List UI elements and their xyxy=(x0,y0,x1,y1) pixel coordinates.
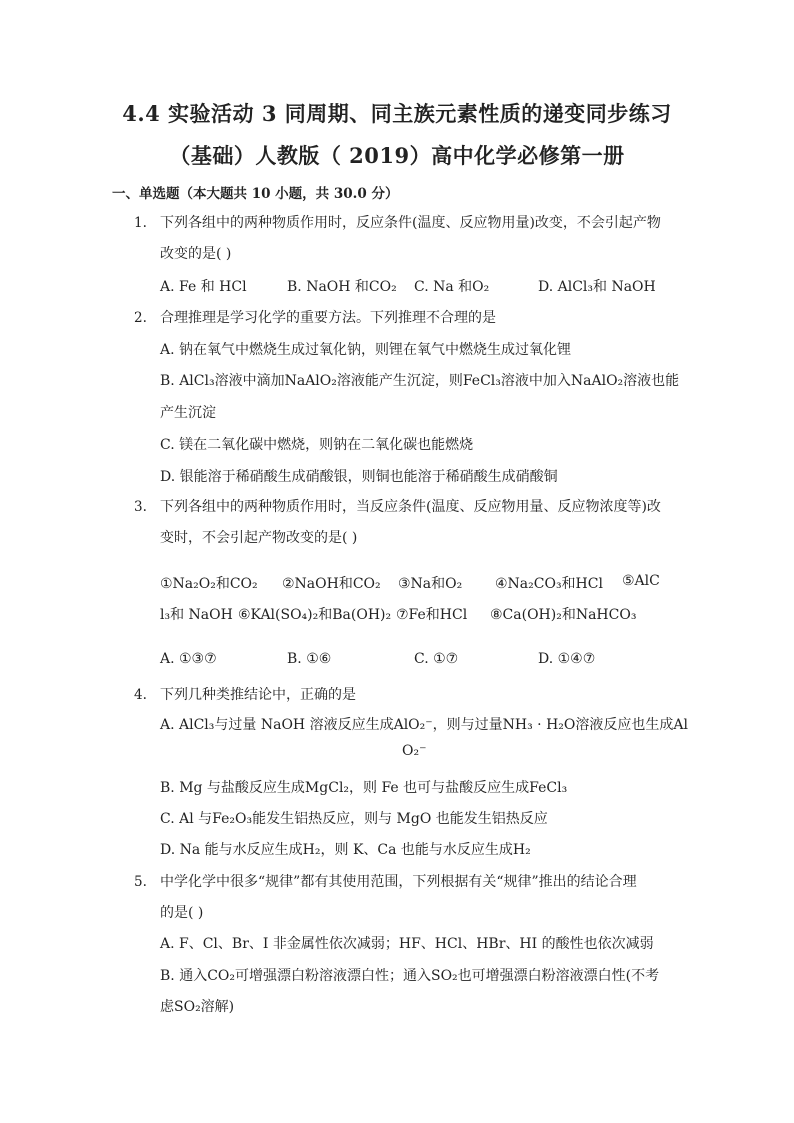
question-text: 中学化学中很多“规律”都有其使用范围，下列根据有关“规律”推出的结论合理 xyxy=(160,874,637,890)
option-c: C. 镁在二氧化碳中燃烧，则钠在二氧化碳也能燃烧 xyxy=(160,437,474,453)
option-a: A. ①③⑦ xyxy=(160,651,217,667)
item-7: ⑦Fe和HCl xyxy=(396,607,468,623)
item-2: ②NaOH和CO₂ xyxy=(282,576,381,592)
question-number: 1. xyxy=(134,215,147,231)
question-number: 4. xyxy=(134,687,147,703)
option-c: C. ①⑦ xyxy=(414,651,459,667)
item-5: ⑤AlC xyxy=(622,573,660,589)
question-text: 下列各组中的两种物质作用时，当反应条件(温度、反应物用量、反应物浓度等)改 xyxy=(160,499,661,515)
item-3: ③Na和O₂ xyxy=(398,576,463,592)
item-4: ④Na₂CO₃和HCl xyxy=(495,576,603,592)
option-a: A. F、Cl、Br、I 非金属性依次减弱；HF、HCl、HBr、HI 的酸性也依次减弱 xyxy=(160,936,654,952)
option-a: A. Fe 和 HCl xyxy=(160,279,247,295)
question-text: 下列各组中的两种物质作用时，反应条件(温度、反应物用量)改变，不会引起产物 xyxy=(160,215,661,231)
option-d: D. AlCl₃和 NaOH xyxy=(538,279,656,295)
option-c: C. Na 和O₂ xyxy=(414,279,490,295)
option-b: B. Mg 与盐酸反应生成MgCl₂，则 Fe 也可与盐酸反应生成FeCl₃ xyxy=(160,780,568,796)
option-a-continued: O₂⁻ xyxy=(402,743,427,759)
option-b-continued: 虑SO₂溶解) xyxy=(160,999,235,1015)
question-text: 合理推理是学习化学的重要方法。下列推理不合理的是 xyxy=(160,310,496,326)
document-title-line1: 4.4 实验活动 3 同周期、同主族元素性质的递变同步练习 xyxy=(122,101,672,126)
option-d: D. 银能溶于稀硝酸生成硝酸银，则铜也能溶于稀硝酸生成硝酸铜 xyxy=(160,469,558,485)
question-number: 5. xyxy=(134,874,147,890)
item-8: ⑧Ca(OH)₂和NaHCO₃ xyxy=(490,607,637,623)
section-heading: 一、单选题（本大题共 10 小题，共 30.0 分） xyxy=(112,186,399,202)
question-text: 改变的是( ) xyxy=(160,246,232,262)
option-b-continued: 产生沉淀 xyxy=(160,405,216,421)
option-b: B. ①⑥ xyxy=(287,651,332,667)
question-text: 变时，不会引起产物改变的是( ) xyxy=(160,530,358,546)
question-text: 的是( ) xyxy=(160,905,204,921)
item-6: ⑥KAl(SO₄)₂和Ba(OH)₂ xyxy=(238,607,392,623)
question-text: 下列几种类推结论中，正确的是 xyxy=(160,687,356,703)
option-b: B. NaOH 和CO₂ xyxy=(287,279,397,295)
option-a: A. AlCl₃与过量 NaOH 溶液反应生成AlO₂⁻，则与过量NH₃ · H₂O溶液反应也生成Al xyxy=(160,717,688,733)
item-1: ①Na₂O₂和CO₂ xyxy=(160,576,258,592)
option-c: C. Al 与Fe₂O₃能发生铝热反应，则与 MgO 也能发生铝热反应 xyxy=(160,811,548,827)
option-d: D. ①④⑦ xyxy=(538,651,596,667)
question-number: 3. xyxy=(134,499,147,515)
option-b: B. AlCl₃溶液中滴加NaAlO₂溶液能产生沉淀，则FeCl₃溶液中加入NaAlO₂溶液也能 xyxy=(160,373,680,389)
item-5-continued: l₃和 NaOH xyxy=(160,607,233,623)
question-number: 2. xyxy=(134,310,147,326)
document-title-line2: （基础）人教版（ 2019）高中化学必修第一册 xyxy=(169,143,625,168)
option-a: A. 钠在氧气中燃烧生成过氧化钠，则锂在氧气中燃烧生成过氧化锂 xyxy=(160,342,572,358)
option-b: B. 通入CO₂可增强漂白粉溶液漂白性；通入SO₂也可增强漂白粉溶液漂白性(不考 xyxy=(160,968,660,984)
option-d: D. Na 能与水反应生成H₂，则 K、Ca 也能与水反应生成H₂ xyxy=(160,842,531,858)
